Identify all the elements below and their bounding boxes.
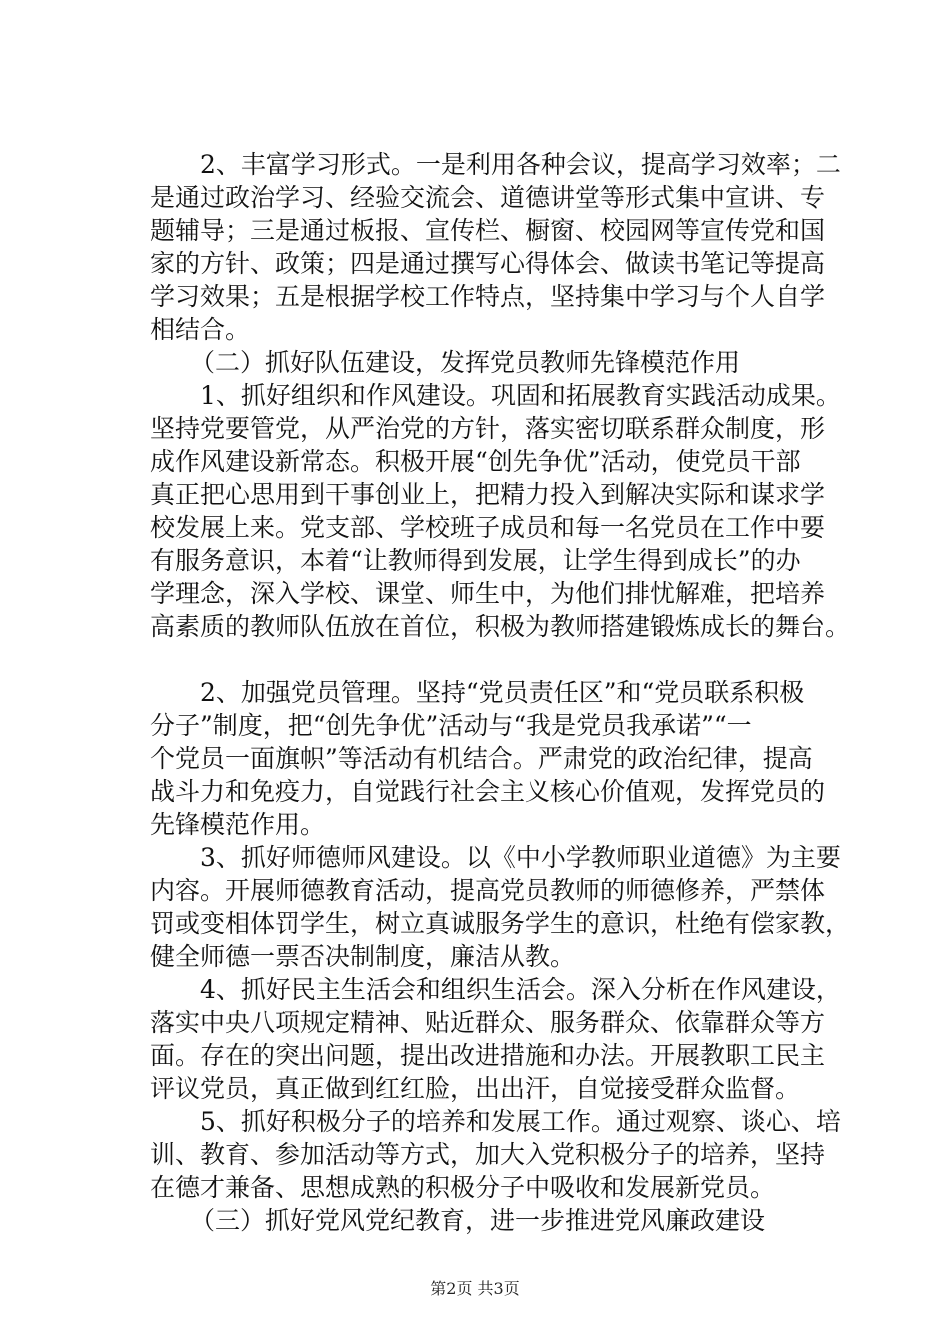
- paragraph-line: 3、抓好师德师风建设。以《中小学教师职业道德》为主要: [200, 843, 841, 872]
- section-heading: （二）抓好队伍建设，发挥党员教师先锋模范作用: [190, 348, 741, 377]
- paragraph-line: 罚或变相体罚学生，树立真诚服务学生的意识，杜绝有偿家教，: [150, 909, 851, 938]
- paragraph-line: 家的方针、政策；四是通过撰写心得体会、做读书笔记等提高: [150, 249, 826, 278]
- paragraph-line: 面。存在的突出问题，提出改进措施和办法。开展教职工民主: [150, 1041, 826, 1070]
- paragraph-line: 分子”制度，把“创先争优”活动与“我是党员我承诺”“一: [150, 711, 752, 740]
- paragraph-line: 1、抓好组织和作风建设。巩固和拓展教育实践活动成果。: [200, 381, 841, 410]
- paragraph-line: 题辅导；三是通过板报、宣传栏、橱窗、校园网等宣传党和国: [150, 216, 826, 245]
- paragraph-line: 健全师德一票否决制制度，廉洁从教。: [150, 942, 576, 971]
- paragraph-line: 学习效果；五是根据学校工作特点，坚持集中学习与个人自学: [150, 282, 826, 311]
- paragraph-line: 有服务意识，本着“让教师得到发展，让学生得到成长”的办: [150, 546, 801, 575]
- paragraph-line: 训、教育、参加活动等方式，加大入党积极分子的培养，坚持: [150, 1140, 826, 1169]
- paragraph-line: 坚持党要管党，从严治党的方针，落实密切联系群众制度，形: [150, 414, 826, 443]
- paragraph-line: 评议党员，真正做到红红脸，出出汗，自觉接受群众监督。: [150, 1074, 801, 1103]
- paragraph-line: 学理念，深入学校、课堂、师生中，为他们排忧解难，把培养: [150, 579, 826, 608]
- paragraph-gap: [150, 643, 840, 676]
- paragraph-line: 真正把心思用到干事创业上，把精力投入到解决实际和谋求学: [150, 480, 826, 509]
- paragraph-line: 4、抓好民主生活会和组织生活会。深入分析在作风建设，: [200, 975, 841, 1004]
- paragraph-line: 个党员一面旗帜”等活动有机结合。严肃党的政治纪律，提高: [150, 744, 813, 773]
- paragraph-line: 校发展上来。党支部、学校班子成员和每一名党员在工作中要: [150, 513, 826, 542]
- paragraph-line: 5、抓好积极分子的培养和发展工作。通过观察、谈心、培: [200, 1107, 841, 1136]
- paragraph-line: 战斗力和免疫力，自觉践行社会主义核心价值观，发挥党员的: [150, 777, 826, 806]
- paragraph-line: 相结合。: [150, 315, 251, 344]
- paragraph-line: 落实中央八项规定精神、贴近群众、服务群众、依靠群众等方: [150, 1008, 826, 1037]
- paragraph-line: 高素质的教师队伍放在首位，积极为教师搭建锻炼成长的舞台。: [150, 612, 851, 641]
- section-heading: （三）抓好党风党纪教育，进一步推进党风廉政建设: [190, 1206, 766, 1235]
- page-number-footer: 第2页 共3页: [430, 1279, 520, 1298]
- paragraph-line: 内容。开展师德教育活动，提高党员教师的师德修养，严禁体: [150, 876, 826, 905]
- paragraph-line: 先锋模范作用。: [150, 810, 326, 839]
- document-body: [150, 148, 851, 1237]
- paragraph-line: 是通过政治学习、经验交流会、道德讲堂等形式集中宣讲、专: [150, 183, 826, 212]
- paragraph-line: 2、加强党员管理。坚持“党员责任区”和“党员联系积极: [200, 678, 805, 707]
- paragraph-line: 成作风建设新常态。积极开展“创先争优”活动，使党员干部: [150, 447, 801, 476]
- paragraph-line: 2、丰富学习形式。一是利用各种会议，提高学习效率；二: [200, 150, 841, 179]
- paragraph-line: 在德才兼备、思想成熟的积极分子中吸收和发展新党员。: [150, 1173, 776, 1202]
